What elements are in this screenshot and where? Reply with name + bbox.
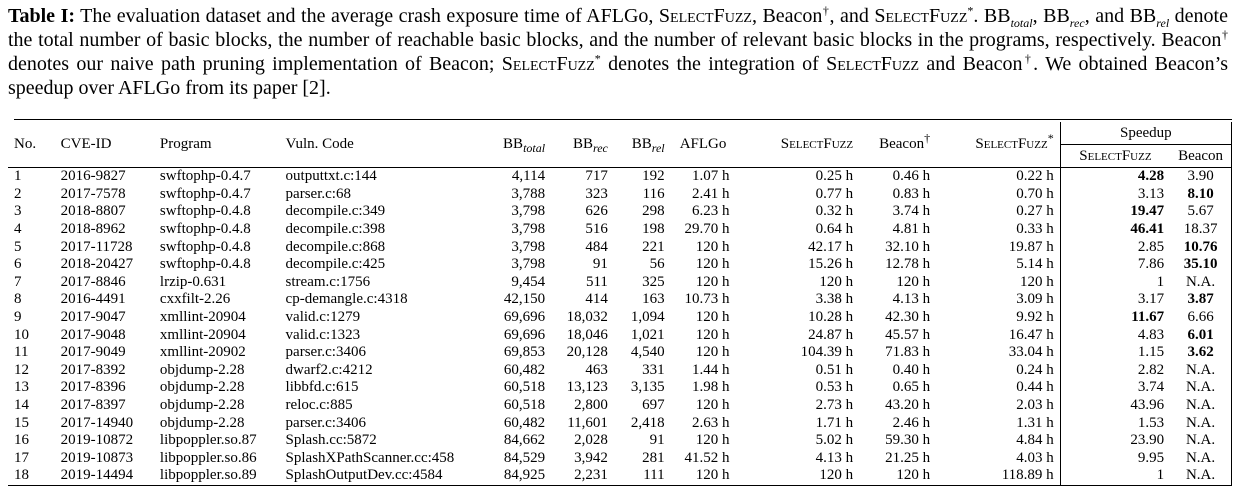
cell-total: 84,925 [480,467,551,485]
cell-prog: xmllint-20902 [159,344,246,361]
table-row [8,274,1232,292]
cell-rel: 3,135 [630,379,665,396]
cell-rel: 325 [642,273,665,290]
header-speedup-selectfuzz: SelectFuzz [1060,145,1170,168]
table-row [8,432,1232,450]
cell-cve: 2019-10873 [60,449,134,466]
cell-rel: 111 [614,467,671,485]
cell-beacon: 21.25 h [885,449,931,466]
cell-prog: libpoppler.so.86 [159,449,257,466]
cell-total: 69,696 [503,309,546,326]
cell-sp-sf: 1.53 [1060,414,1170,432]
cell-cve: 2017-9047 [60,309,126,326]
cell-sfstar: 4.03 h [1016,449,1054,466]
cell-sp-sf: 9.95 [1060,450,1170,468]
cell-vuln: parser.c:68 [285,185,351,202]
header-bb-rec: $BB_{rec}$ [572,136,608,155]
cell-rec: 11,601 [567,414,608,431]
cell-sp-beacon: N.A. [1170,362,1231,380]
cell-no: 3 [14,203,22,220]
cell-vuln: valid.c:1279 [285,309,361,326]
cell-cve: 2017-8397 [60,397,126,414]
cell-prog: objdump-2.28 [159,414,245,431]
cell-sp-sf: 4.28 [1060,168,1170,186]
cell-sfstar: 0.44 h [1016,379,1054,396]
cell-no: 18 [8,467,55,485]
cell-vuln: parser.c:3406 [285,414,366,431]
table-row [8,291,1232,309]
cell-sf: 0.32 h [815,203,854,220]
cell-prog: swftophp-0.4.7 [154,168,280,186]
table-row [8,186,1232,204]
cell-sp-beacon: 6.66 [1170,309,1231,327]
cell-no: 10 [14,326,29,343]
cell-cve: 2016-4491 [60,291,126,308]
table-body [8,168,1232,486]
cell-rel: 298 [642,203,665,220]
cell-rel: 163 [642,291,665,308]
cell-vuln: decompile.c:398 [285,221,386,238]
cell-sfstar: 19.87 h [1008,238,1054,255]
cell-sf: 10.28 h [808,309,854,326]
cell-vuln: cp-demangle.c:4318 [285,291,408,308]
cell-sp-sf: 2.85 [1060,238,1170,256]
table-caption: Table I: The evaluation dataset and the average crash exposure time of AFLGo, SelectFuzz, Beacon†, and SelectFuzz*. $BB_{total}$, $BB_{rec}$, and $BB_{rel}$ denote the total number of basic blocks, the number of reachable basic blocks, and the number of relevant basic blocks in the programs, respectively. Beacon† denotes our naive path pruning implementation of Beacon; SelectFuzz* denotes the integration of SelectFuzz and Beacon†. We obtained Beacon’s speedup over AFLGo from its paper [2]. [8,3,1229,99]
cell-sfstar: 4.84 h [1016,432,1054,449]
cell-vuln: parser.c:3406 [285,344,366,361]
cell-sp-beacon: 3.87 [1170,291,1231,309]
cell-sp-beacon: 3.90 [1170,168,1231,186]
cell-total: 3,798 [511,256,546,273]
cell-sfstar: 0.22 h [936,168,1060,186]
cell-prog: cxxfilt-2.26 [159,291,231,308]
cell-sfstar: 0.24 h [1016,361,1054,378]
cell-beacon: 3.74 h [892,203,931,220]
cell-total: 4,114 [480,168,551,186]
table-row [8,467,1232,485]
header-speedup: Speedup [1060,122,1231,145]
header-aflgo: AFLGo [679,136,727,152]
cell-cve: 2016-9827 [55,168,154,186]
cell-vuln: decompile.c:349 [285,203,386,220]
cell-sf: 4.13 h [815,449,854,466]
cell-prog: swftophp-0.4.8 [159,238,251,255]
cell-beacon: 0.46 h [859,168,936,186]
cell-beacon: 42.30 h [885,309,931,326]
cell-beacon: 0.40 h [892,361,931,378]
cell-beacon: 0.83 h [892,185,931,202]
cell-aflgo: 29.70 h [684,221,730,238]
cell-sf: 120 h [735,467,859,485]
cell-cve: 2017-9048 [60,326,126,343]
cell-sfstar: 0.33 h [1016,221,1054,238]
cell-sp-sf: 11.67 [1060,309,1170,327]
table-header [8,122,1232,168]
cell-rel: 198 [642,221,665,238]
cell-cve: 2017-14940 [60,414,134,431]
cell-total: 42,150 [503,291,546,308]
cell-vuln: SplashOutputDev.cc:4584 [280,467,481,485]
cell-beacon: 32.10 h [885,238,931,255]
cell-beacon: 71.83 h [885,344,931,361]
cell-sp-beacon: N.A. [1170,397,1231,415]
cell-rel: 56 [649,256,665,273]
cell-rel: 116 [642,185,665,202]
cell-total: 69,696 [503,326,546,343]
cell-vuln: stream.c:1756 [285,273,371,290]
cell-vuln: outputtxt.c:144 [280,168,481,186]
cell-no: 1 [8,168,55,186]
cell-sf: 15.26 h [808,256,854,273]
cell-total: 9,454 [511,273,546,290]
cell-rec: 323 [585,185,608,202]
cell-sfstar: 0.70 h [1016,185,1054,202]
header-program: Program [159,136,212,152]
cell-sp-sf: 19.47 [1060,203,1170,221]
cell-rel: 1,094 [630,309,665,326]
cell-sfstar: 3.09 h [1016,291,1054,308]
cell-rec: 2,800 [574,397,608,414]
cell-sp-sf: 2.82 [1060,362,1170,380]
cell-total: 60,518 [503,379,546,396]
cell-aflgo: 120 h [695,238,730,255]
cell-vuln: valid.c:1323 [285,326,361,343]
cell-sp-sf: 23.90 [1060,432,1170,450]
cell-aflgo: 120 h [695,309,730,326]
cell-aflgo: 120 h [671,467,736,485]
cell-cve: 2018-8962 [60,221,126,238]
cell-rec: 463 [585,361,608,378]
cell-cve: 2017-8846 [60,273,126,290]
cell-sf: 5.02 h [815,432,854,449]
cell-sfstar: 33.04 h [1008,344,1054,361]
cell-rec: 511 [585,273,608,290]
cell-rec: 18,032 [566,309,608,326]
cell-beacon: 45.57 h [885,326,931,343]
cell-sp-sf: 1 [1060,274,1170,292]
header-selectfuzz: SelectFuzz [780,136,854,152]
results-table [8,122,1232,486]
cell-aflgo: 120 h [695,432,730,449]
cell-sf: 3.38 h [815,291,854,308]
cell-rec: 717 [551,168,614,186]
cell-vuln: reloc.c:885 [285,397,353,414]
cell-sf: 42.17 h [808,238,854,255]
cell-sfstar: 9.92 h [1016,309,1054,326]
cell-no: 5 [14,238,22,255]
cell-sp-beacon: 35.10 [1170,256,1231,274]
header-bb-total: $BB_{total}$ [503,136,546,155]
cell-rec: 91 [592,256,608,273]
cell-beacon: 43.20 h [885,397,931,414]
cell-vuln: Splash.cc:5872 [285,432,377,449]
cell-rel: 221 [642,238,665,255]
header-speedup-beacon: Beacon [1170,145,1231,168]
cell-rel: 192 [614,168,671,186]
cell-sfstar: 2.03 h [1016,397,1054,414]
caption-label: Table I: [8,5,76,27]
cell-no: 15 [14,414,29,431]
cell-no: 6 [14,256,22,273]
header-no: No. [14,136,37,152]
cell-sfstar: 0.27 h [1016,203,1054,220]
cell-total: 84,529 [503,449,546,466]
cell-cve: 2018-8807 [60,203,126,220]
cell-vuln: libbfd.c:615 [285,379,359,396]
cell-sp-beacon: 18.37 [1170,221,1231,239]
cell-sp-sf: 4.83 [1060,326,1170,344]
cell-no: 14 [14,397,29,414]
cell-total: 60,482 [503,414,546,431]
cell-sfstar: 118.89 h [936,467,1060,485]
cell-prog: objdump-2.28 [159,397,245,414]
cell-no: 16 [14,432,29,449]
cell-no: 9 [14,309,22,326]
cell-sfstar: 120 h [1019,273,1054,290]
cell-sp-sf: 1.15 [1060,344,1170,362]
cell-aflgo: 1.44 h [691,361,730,378]
cell-sf: 0.64 h [815,221,854,238]
cell-cve: 2019-14494 [55,467,154,485]
cell-sp-sf: 3.74 [1060,379,1170,397]
cell-total: 60,482 [503,361,546,378]
cell-no: 4 [14,221,22,238]
cell-no: 8 [14,291,22,308]
cell-sfstar: 16.47 h [1008,326,1054,343]
cell-total: 60,518 [503,397,546,414]
cell-sp-sf: 3.17 [1060,291,1170,309]
cell-rec: 18,046 [566,326,608,343]
cell-rel: 91 [649,432,665,449]
cell-sfstar: 1.31 h [1016,414,1054,431]
table-row [8,379,1232,397]
cell-rec: 2,231 [551,467,614,485]
table-row [8,326,1232,344]
cell-total: 69,853 [503,344,546,361]
table-row [8,397,1232,415]
cell-beacon: 59.30 h [885,432,931,449]
cell-rec: 13,123 [566,379,608,396]
cell-beacon: 0.65 h [892,379,931,396]
cell-aflgo: 120 h [695,344,730,361]
cell-aflgo: 2.41 h [691,185,730,202]
table-row [8,309,1232,327]
cell-vuln: decompile.c:425 [285,256,386,273]
cell-sf: 2.73 h [815,397,854,414]
cell-rec: 484 [585,238,608,255]
cell-rec: 3,942 [574,449,608,466]
cell-sf: 1.71 h [815,414,854,431]
cell-prog: objdump-2.28 [159,379,245,396]
cell-prog: xmllint-20904 [159,326,246,343]
cell-rel: 2,418 [630,414,665,431]
cell-beacon: 4.13 h [892,291,931,308]
cell-sf: 120 h [819,273,854,290]
table-row [8,203,1232,221]
cell-rec: 2,028 [574,432,608,449]
cell-rel: 4,540 [630,344,665,361]
cell-rec: 20,128 [566,344,608,361]
table-row [8,168,1232,186]
cell-prog: xmllint-20904 [159,309,246,326]
cell-sp-beacon: 3.62 [1170,344,1231,362]
cell-sp-sf: 46.41 [1060,221,1170,239]
cell-aflgo: 41.52 h [684,449,730,466]
cell-cve: 2018-20427 [60,256,134,273]
table-row [8,238,1232,256]
cell-sp-beacon: 8.10 [1170,186,1231,204]
cell-prog: libpoppler.so.89 [154,467,280,485]
cell-aflgo: 6.23 h [691,203,730,220]
cell-no: 13 [14,379,29,396]
cell-no: 7 [14,273,22,290]
cell-sp-sf: 7.86 [1060,256,1170,274]
cell-total: 3,798 [511,221,546,238]
cell-no: 11 [14,344,29,361]
cell-rel: 281 [642,449,665,466]
cell-sp-beacon: 10.76 [1170,238,1231,256]
cell-cve: 2017-8396 [60,379,126,396]
header-cve: CVE-ID [60,136,112,152]
table-row [8,450,1232,468]
cell-beacon: 12.78 h [885,256,931,273]
cell-rec: 414 [585,291,608,308]
cell-sp-beacon: 6.01 [1170,326,1231,344]
cell-vuln: dwarf2.c:4212 [285,361,373,378]
cell-beacon: 4.81 h [892,221,931,238]
cell-total: 3,798 [511,203,546,220]
cell-beacon: 120 h [859,467,936,485]
table-row [8,362,1232,380]
cell-rel: 331 [642,361,665,378]
cell-no: 17 [14,449,29,466]
cell-sfstar: 5.14 h [1016,256,1054,273]
cell-cve: 2017-8392 [60,361,126,378]
cell-sp-sf: 3.13 [1060,186,1170,204]
cell-sp-beacon: 5.67 [1170,203,1231,221]
cell-sf: 24.87 h [808,326,854,343]
cell-beacon: 120 h [896,273,931,290]
cell-no: 2 [14,185,22,202]
cell-rec: 516 [585,221,608,238]
cell-aflgo: 1.07 h [671,168,736,186]
cell-sp-beacon: N.A. [1170,414,1231,432]
cell-prog: libpoppler.so.87 [159,432,257,449]
cell-sf: 0.25 h [735,168,859,186]
cell-sp-sf: 43.96 [1060,397,1170,415]
table-row [8,344,1232,362]
table-row [8,256,1232,274]
cell-sf: 104.39 h [800,344,854,361]
cell-aflgo: 2.63 h [691,414,730,431]
cell-prog: swftophp-0.4.8 [159,221,251,238]
cell-rec: 626 [585,203,608,220]
cell-cve: 2017-7578 [60,185,126,202]
cell-sp-beacon: N.A. [1170,274,1231,292]
cell-aflgo: 10.73 h [684,291,730,308]
table-row [8,221,1232,239]
header-vuln: Vuln. Code [285,136,354,152]
cell-rel: 1,021 [630,326,665,343]
cell-sf: 0.53 h [815,379,854,396]
cell-cve: 2019-10872 [60,432,134,449]
cell-vuln: SplashXPathScanner.cc:458 [285,449,455,466]
header-selectfuzz-star: SelectFuzz* [975,131,1054,152]
cell-beacon: 2.46 h [892,414,931,431]
header-bb-rel: $BB_{rel}$ [631,136,665,155]
cell-aflgo: 1.98 h [691,379,730,396]
cell-prog: swftophp-0.4.8 [159,256,251,273]
cell-total: 3,798 [511,238,546,255]
cell-sp-beacon: N.A. [1170,450,1231,468]
cell-aflgo: 120 h [695,256,730,273]
table-row [8,414,1232,432]
cell-no: 12 [14,361,29,378]
cell-prog: lrzip-0.631 [159,273,227,290]
cell-sp-sf: 1 [1060,467,1170,485]
cell-cve: 2017-9049 [60,344,126,361]
cell-sp-beacon: N.A. [1170,432,1231,450]
cell-prog: objdump-2.28 [159,361,245,378]
cell-sf: 0.51 h [815,361,854,378]
cell-sp-beacon: N.A. [1170,379,1231,397]
header-beacon: Beacon† [879,131,931,152]
cell-aflgo: 120 h [695,397,730,414]
cell-prog: swftophp-0.4.7 [159,185,251,202]
cell-sf: 0.77 h [815,185,854,202]
cell-aflgo: 120 h [695,326,730,343]
cell-sp-beacon: N.A. [1170,467,1231,485]
cell-vuln: decompile.c:868 [285,238,386,255]
table-top-rule [14,119,1232,120]
cell-total: 3,788 [511,185,546,202]
cell-total: 84,662 [503,432,546,449]
cell-cve: 2017-11728 [60,238,133,255]
cell-rel: 697 [642,397,665,414]
cell-aflgo: 120 h [695,273,730,290]
cell-prog: swftophp-0.4.8 [159,203,251,220]
